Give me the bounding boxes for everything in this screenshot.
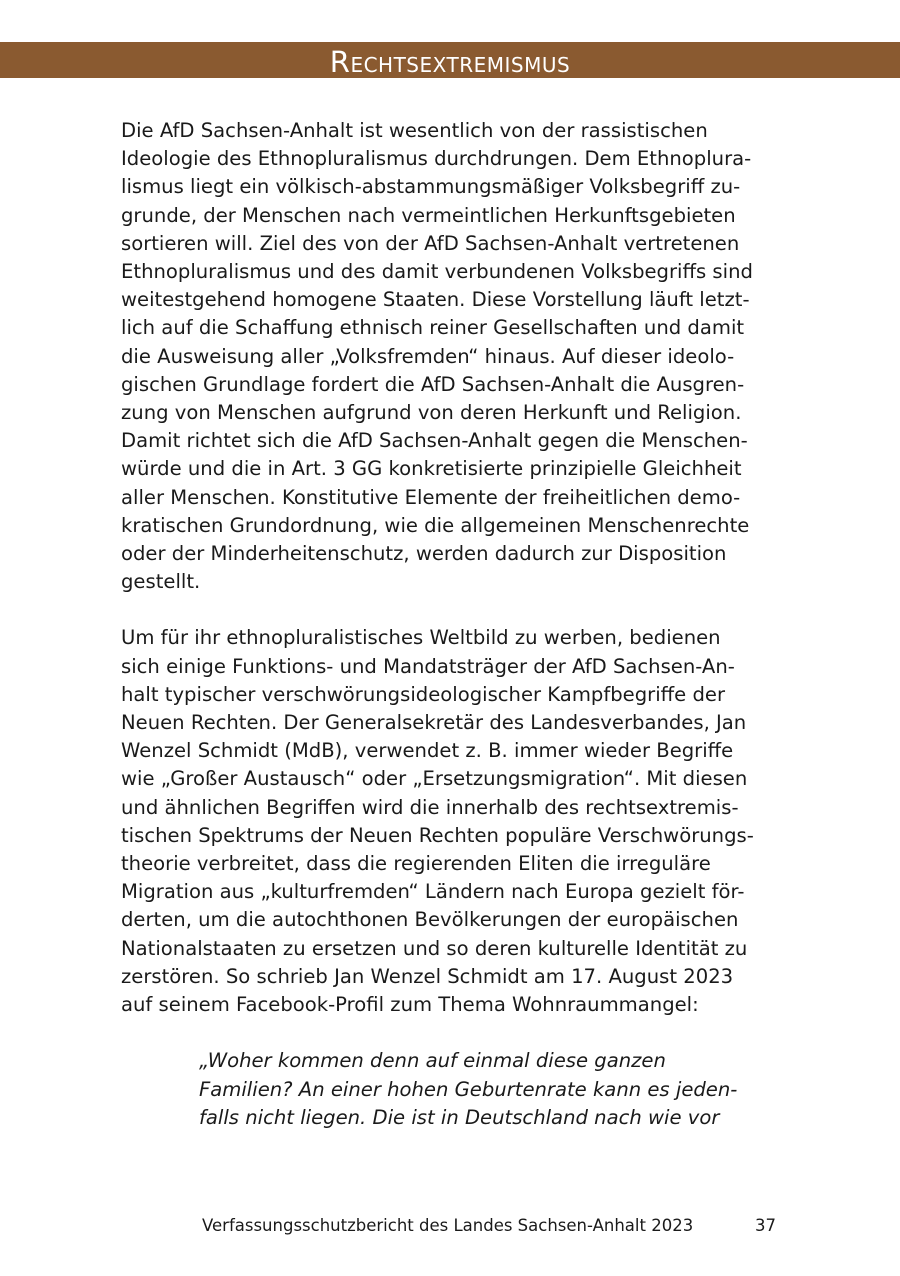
text-line: derten, um die autochthonen Bevölkerungen der europäischen — [121, 908, 739, 932]
text-line: gischen Grundlage fordert die AfD Sachsen-Anhalt die Ausgren- — [121, 372, 745, 396]
text-line: Wenzel Schmidt (MdB), verwendet z. B. immer wieder Begriffe — [121, 739, 734, 763]
text-line: die Ausweisung aller „Volksfremden“ hinaus. Auf dieser ideolo- — [121, 344, 735, 368]
text-line: lismus liegt ein völkisch-abstammungsmäßiger Volksbegriff zu- — [121, 175, 741, 199]
text-line: Die AfD Sachsen-Anhalt ist wesentlich von der rassistischen — [121, 119, 708, 142]
text-line: Ideologie des Ethnopluralismus durchdrungen. Dem Ethnoplura- — [121, 147, 752, 171]
main-content — [121, 117, 789, 1132]
text-line: aller Menschen. Konstitutive Elemente der freiheitlichen demo- — [121, 485, 741, 509]
text-line: tischen Spektrums der Neuen Rechten populäre Verschwörungs- — [121, 823, 754, 847]
text-line: Damit richtet sich die AfD Sachsen-Anhalt gegen die Menschen- — [121, 429, 748, 453]
text-line: Migration aus „kulturfremden“ Ländern nach Europa gezielt för- — [121, 880, 745, 904]
quote-line: Familien? An einer hohen Geburtenrate kann es jeden- — [199, 1077, 738, 1101]
text-line: grunde, der Menschen nach vermeintlichen Herkunftsgebieten — [121, 203, 736, 227]
text-line: sich einige Funktions- und Mandatsträger der AfD Sachsen-An- — [121, 654, 735, 678]
text-line: wie „Großer Austausch“ oder „Ersetzungsmigration“. Mit diesen — [121, 767, 748, 791]
paragraph-2 — [121, 624, 789, 1019]
text-line: Um für ihr ethnopluralistisches Weltbild zu werben, bedienen — [121, 626, 721, 650]
text-line: halt typischer verschwörungsideologischer Kampfbegriffe der — [121, 682, 726, 706]
footer-title: Verfassungsschutzbericht des Landes Sachsen-Anhalt 2023 — [202, 1216, 694, 1235]
text-line: weitestgehend homogene Staaten. Diese Vorstellung läuft letzt- — [121, 288, 750, 312]
text-line: Neuen Rechten. Der Generalsekretär des Landesverbandes, Jan — [121, 711, 747, 735]
text-line: oder der Minderheitenschutz, werden dadurch zur Disposition — [121, 542, 727, 566]
text-line: lich auf die Schaffung ethnisch reiner Gesellschaften und damit — [121, 316, 745, 340]
text-line: und ähnlichen Begriffen wird die innerhalb des rechtsextremis- — [121, 795, 739, 819]
paragraph-1 — [121, 117, 789, 596]
text-line: zung von Menschen aufgrund von deren Herkunft und Religion. — [121, 401, 742, 425]
text-line: würde und die in Art. 3 GG konkretisierte prinzipielle Gleichheit — [121, 457, 742, 481]
text-line: auf seinem Facebook-Profil zum Thema Wohnraummangel: — [121, 993, 699, 1017]
block-quote — [121, 1047, 789, 1132]
section-title: Rechtsextremismus — [329, 45, 571, 79]
text-line: gestellt. — [121, 570, 201, 594]
text-line: Ethnopluralismus und des damit verbundenen Volksbegriffs sind — [121, 260, 753, 284]
text-line: zerstören. So schrieb Jan Wenzel Schmidt am 17. August 2023 — [121, 964, 734, 988]
text-line: theorie verbreitet, dass die regierenden Eliten die irreguläre — [121, 852, 711, 876]
quote-line: „Woher kommen denn auf einmal diese ganzen — [199, 1049, 666, 1073]
quote-line: falls nicht liegen. Die ist in Deutschland nach wie vor — [199, 1105, 720, 1129]
text-line: kratischen Grundordnung, wie die allgemeinen Menschenrechte — [121, 513, 750, 537]
text-line: sortieren will. Ziel des von der AfD Sachsen-Anhalt vertretenen — [121, 231, 740, 255]
page-number: 37 — [755, 1216, 776, 1235]
text-line: Nationalstaaten zu ersetzen und so deren kulturelle Identität zu — [121, 936, 748, 960]
